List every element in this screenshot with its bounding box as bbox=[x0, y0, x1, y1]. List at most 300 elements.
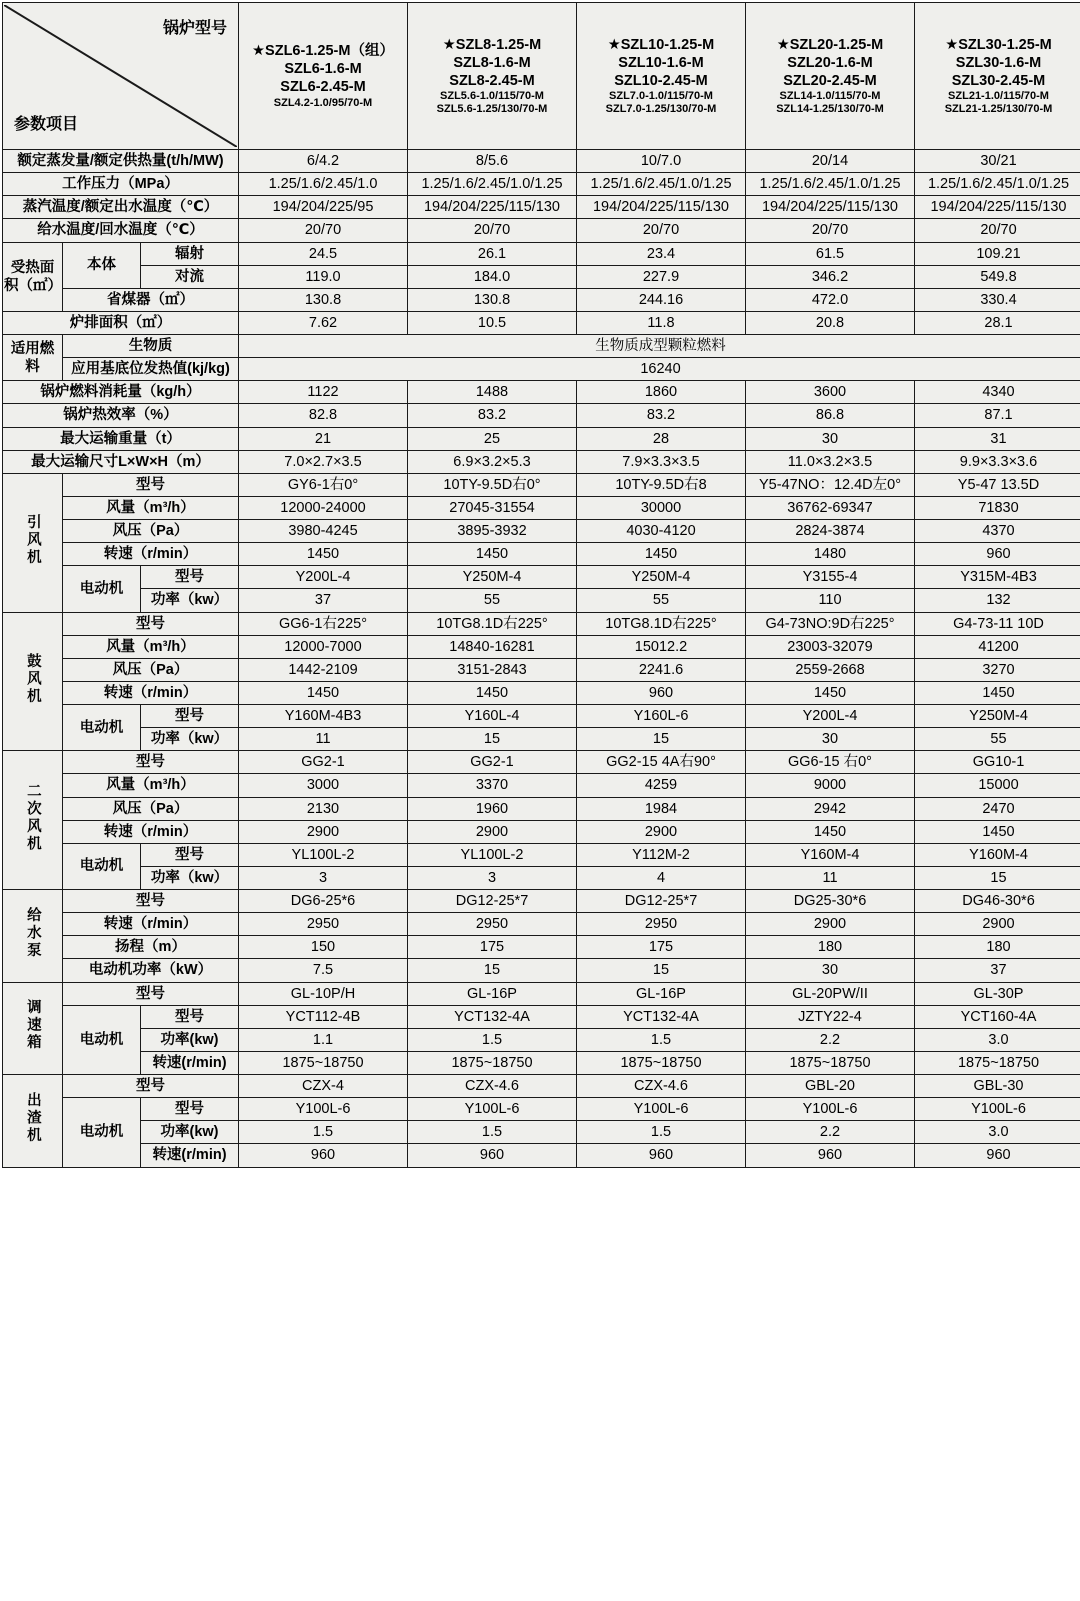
cell: 1984 bbox=[577, 797, 746, 820]
cell: 8/5.6 bbox=[408, 150, 577, 173]
cell: 41200 bbox=[915, 635, 1080, 658]
cell: 1.25/1.6/2.45/1.0/1.25 bbox=[408, 173, 577, 196]
row-label: 锅炉热效率（%） bbox=[3, 404, 239, 427]
cell: 4259 bbox=[577, 774, 746, 797]
row-label-radiation: 辐射 bbox=[141, 242, 239, 265]
row-label: 型号 bbox=[63, 982, 239, 1005]
cell: Y5-47 13.5D bbox=[915, 473, 1080, 496]
row-secondary-airflow bbox=[3, 774, 1080, 797]
model-line: SZL6-1.6-M bbox=[240, 60, 406, 78]
cell: 110 bbox=[746, 589, 915, 612]
row-label: 转速（r/min） bbox=[63, 681, 239, 704]
cell: 1450 bbox=[577, 543, 746, 566]
model-line: SZL21-1.0/115/70-M bbox=[916, 90, 1080, 103]
cell: 20/70 bbox=[915, 219, 1080, 242]
cell: 1960 bbox=[408, 797, 577, 820]
row-secondary-pressure bbox=[3, 797, 1080, 820]
row-pump-head bbox=[3, 936, 1080, 959]
cell: 15 bbox=[577, 959, 746, 982]
cell: G4-73NO:9D右225° bbox=[746, 612, 915, 635]
column-header-2 bbox=[408, 3, 577, 150]
cell: 227.9 bbox=[577, 265, 746, 288]
row-label: 功率(kw) bbox=[141, 1121, 239, 1144]
cell: 1875~18750 bbox=[239, 1051, 408, 1074]
cell: 1122 bbox=[239, 381, 408, 404]
row-label-economizer: 省煤器（㎡） bbox=[63, 288, 239, 311]
model-line: SZL14-1.0/115/70-M bbox=[747, 90, 913, 103]
cell: 15 bbox=[408, 728, 577, 751]
row-label: 给水温度/回水温度（℃） bbox=[3, 219, 239, 242]
model-line: SZL7.0-1.25/130/70-M bbox=[578, 103, 744, 116]
cell: Y160M-4B3 bbox=[239, 705, 408, 728]
row-label: 型号 bbox=[141, 566, 239, 589]
model-line: SZL8-2.45-M bbox=[409, 72, 575, 90]
model-line: SZL6-2.45-M bbox=[240, 78, 406, 96]
cell: 1.25/1.6/2.45/1.0 bbox=[239, 173, 408, 196]
model-line: SZL5.6-1.0/115/70-M bbox=[409, 90, 575, 103]
cell: 30 bbox=[746, 728, 915, 751]
row-secondary-model bbox=[3, 751, 1080, 774]
model-line: SZL5.6-1.25/130/70-M bbox=[409, 103, 575, 116]
cell: 15 bbox=[915, 866, 1080, 889]
row-label: 功率（kw） bbox=[141, 866, 239, 889]
cell: 4370 bbox=[915, 520, 1080, 543]
row-forced-pressure bbox=[3, 658, 1080, 681]
row-max-transport-size bbox=[3, 450, 1080, 473]
row-label: 型号 bbox=[141, 1005, 239, 1028]
group-label-speed-box bbox=[3, 982, 63, 1075]
row-work-pressure bbox=[3, 173, 1080, 196]
boiler-spec-table bbox=[2, 2, 1080, 1168]
cell: 1488 bbox=[408, 381, 577, 404]
cell: 14840-16281 bbox=[408, 635, 577, 658]
cell: 2950 bbox=[239, 913, 408, 936]
cell: 12000-24000 bbox=[239, 496, 408, 519]
cell: CZX-4.6 bbox=[577, 1075, 746, 1098]
model-line: ★SZL10-1.25-M bbox=[578, 36, 744, 54]
cell: 1450 bbox=[239, 543, 408, 566]
model-line: SZL10-2.45-M bbox=[578, 72, 744, 90]
cell: G4-73-11 10D bbox=[915, 612, 1080, 635]
row-induced-motor-model bbox=[3, 566, 1080, 589]
row-label: 炉排面积（㎡） bbox=[3, 311, 239, 334]
row-fuel-consumption bbox=[3, 381, 1080, 404]
cell: 10TY-9.5D右0° bbox=[408, 473, 577, 496]
row-speedbox-model bbox=[3, 982, 1080, 1005]
cell: 10/7.0 bbox=[577, 150, 746, 173]
cell: 86.8 bbox=[746, 404, 915, 427]
group-label-feedwater-pump bbox=[3, 890, 63, 983]
corner-label-parameter: 参数项目 bbox=[14, 115, 78, 135]
cell: 194/204/225/115/130 bbox=[577, 196, 746, 219]
column-header-4 bbox=[746, 3, 915, 150]
row-label: 工作压力（MPa） bbox=[3, 173, 239, 196]
cell: 130.8 bbox=[408, 288, 577, 311]
row-grate-area bbox=[3, 311, 1080, 334]
cell: 1450 bbox=[408, 543, 577, 566]
cell: 960 bbox=[746, 1144, 915, 1167]
cell: 1.25/1.6/2.45/1.0/1.25 bbox=[915, 173, 1080, 196]
corner-label-model: 锅炉型号 bbox=[163, 19, 227, 39]
cell: 2.2 bbox=[746, 1121, 915, 1144]
model-line: SZL20-2.45-M bbox=[747, 72, 913, 90]
cell: Y100L-6 bbox=[408, 1098, 577, 1121]
row-fuel-lhv bbox=[3, 358, 1080, 381]
cell: 20.8 bbox=[746, 311, 915, 334]
cell: JZTY22-4 bbox=[746, 1005, 915, 1028]
group-label-text: 调速箱 bbox=[24, 999, 41, 1052]
cell: 55 bbox=[577, 589, 746, 612]
cell: 1450 bbox=[239, 681, 408, 704]
cell: 132 bbox=[915, 589, 1080, 612]
cell: 472.0 bbox=[746, 288, 915, 311]
cell: 2900 bbox=[746, 913, 915, 936]
cell: 3 bbox=[239, 866, 408, 889]
cell: 12000-7000 bbox=[239, 635, 408, 658]
cell: YL100L-2 bbox=[239, 843, 408, 866]
cell: Y100L-6 bbox=[746, 1098, 915, 1121]
cell: 1.1 bbox=[239, 1028, 408, 1051]
cell: 2950 bbox=[577, 913, 746, 936]
row-label: 转速（r/min） bbox=[63, 543, 239, 566]
cell: 6.9×3.2×5.3 bbox=[408, 450, 577, 473]
cell: Y5-47NO：12.4D左0° bbox=[746, 473, 915, 496]
model-line: SZL14-1.25/130/70-M bbox=[747, 103, 913, 116]
cell: 194/204/225/115/130 bbox=[408, 196, 577, 219]
cell: 7.5 bbox=[239, 959, 408, 982]
cell: 960 bbox=[577, 1144, 746, 1167]
cell: GG2-15 4A右90° bbox=[577, 751, 746, 774]
cell: YCT132-4A bbox=[408, 1005, 577, 1028]
cell: 3.0 bbox=[915, 1028, 1080, 1051]
row-label: 风量（m³/h） bbox=[63, 774, 239, 797]
row-label: 锅炉燃料消耗量（kg/h） bbox=[3, 381, 239, 404]
row-label: 风量（m³/h） bbox=[63, 496, 239, 519]
model-line: SZL8-1.6-M bbox=[409, 54, 575, 72]
row-induced-pressure bbox=[3, 520, 1080, 543]
row-pump-speed bbox=[3, 913, 1080, 936]
model-line: SZL10-1.6-M bbox=[578, 54, 744, 72]
cell: 71830 bbox=[915, 496, 1080, 519]
cell: 3980-4245 bbox=[239, 520, 408, 543]
row-pump-motor-power bbox=[3, 959, 1080, 982]
cell-lhv: 16240 bbox=[239, 358, 1080, 381]
cell: 1450 bbox=[746, 681, 915, 704]
cell: 180 bbox=[746, 936, 915, 959]
row-label: 型号 bbox=[63, 612, 239, 635]
row-label-body: 本体 bbox=[63, 242, 141, 288]
model-line: SZL30-1.6-M bbox=[916, 54, 1080, 72]
row-label-convection: 对流 bbox=[141, 265, 239, 288]
row-label-motor: 电动机 bbox=[63, 566, 141, 612]
cell: 3 bbox=[408, 866, 577, 889]
cell: 10TG8.1D右225° bbox=[408, 612, 577, 635]
cell: GL-10P/H bbox=[239, 982, 408, 1005]
row-feed-temp bbox=[3, 219, 1080, 242]
row-label: 型号 bbox=[141, 1098, 239, 1121]
cell: 11 bbox=[239, 728, 408, 751]
group-label-text: 给水泵 bbox=[24, 907, 41, 960]
row-economizer bbox=[3, 288, 1080, 311]
cell: 24.5 bbox=[239, 242, 408, 265]
cell: 3370 bbox=[408, 774, 577, 797]
cell: GG6-1右225° bbox=[239, 612, 408, 635]
model-line: SZL30-2.45-M bbox=[916, 72, 1080, 90]
cell: YCT132-4A bbox=[577, 1005, 746, 1028]
cell: 37 bbox=[915, 959, 1080, 982]
row-label: 功率(kw) bbox=[141, 1028, 239, 1051]
cell: 1.5 bbox=[577, 1028, 746, 1051]
cell: 10TG8.1D右225° bbox=[577, 612, 746, 635]
row-secondary-motor-power bbox=[3, 866, 1080, 889]
cell: 175 bbox=[577, 936, 746, 959]
cell: Y160L-6 bbox=[577, 705, 746, 728]
group-label-text: 引风机 bbox=[24, 514, 41, 567]
row-label: 型号 bbox=[141, 843, 239, 866]
row-forced-airflow bbox=[3, 635, 1080, 658]
row-label: 型号 bbox=[63, 1075, 239, 1098]
cell: Y250M-4 bbox=[915, 705, 1080, 728]
cell: 23003-32079 bbox=[746, 635, 915, 658]
cell-biomass-fuel: 生物质成型颗粒燃料 bbox=[239, 335, 1080, 358]
cell: GG2-1 bbox=[408, 751, 577, 774]
row-label: 转速（r/min） bbox=[63, 913, 239, 936]
cell: 6/4.2 bbox=[239, 150, 408, 173]
row-label: 最大运输重量（t） bbox=[3, 427, 239, 450]
cell: Y160M-4 bbox=[915, 843, 1080, 866]
cell: 20/70 bbox=[746, 219, 915, 242]
row-label: 功率（kw） bbox=[141, 589, 239, 612]
cell: 11.0×3.2×3.5 bbox=[746, 450, 915, 473]
model-line: SZL20-1.6-M bbox=[747, 54, 913, 72]
group-label-forced-fan bbox=[3, 612, 63, 751]
cell: Y315M-4B3 bbox=[915, 566, 1080, 589]
cell: 960 bbox=[915, 543, 1080, 566]
cell: 2130 bbox=[239, 797, 408, 820]
column-header-1 bbox=[239, 3, 408, 150]
cell: GBL-30 bbox=[915, 1075, 1080, 1098]
cell: 549.8 bbox=[915, 265, 1080, 288]
row-slag-motor-speed bbox=[3, 1144, 1080, 1167]
cell: 960 bbox=[408, 1144, 577, 1167]
cell: GBL-20 bbox=[746, 1075, 915, 1098]
cell: 175 bbox=[408, 936, 577, 959]
cell: 1.25/1.6/2.45/1.0/1.25 bbox=[577, 173, 746, 196]
cell: 330.4 bbox=[915, 288, 1080, 311]
column-header-5 bbox=[915, 3, 1080, 150]
cell: 20/14 bbox=[746, 150, 915, 173]
row-forced-model bbox=[3, 612, 1080, 635]
cell: 27045-31554 bbox=[408, 496, 577, 519]
row-label-heating-area bbox=[3, 242, 63, 311]
cell: 7.0×2.7×3.5 bbox=[239, 450, 408, 473]
cell: 119.0 bbox=[239, 265, 408, 288]
cell: DG12-25*7 bbox=[577, 890, 746, 913]
model-line: ★SZL8-1.25-M bbox=[409, 36, 575, 54]
table-header-row bbox=[3, 3, 1080, 150]
cell: 194/204/225/115/130 bbox=[915, 196, 1080, 219]
cell: 30 bbox=[746, 959, 915, 982]
cell: GG2-1 bbox=[239, 751, 408, 774]
row-label: 型号 bbox=[141, 705, 239, 728]
cell: 1.5 bbox=[408, 1028, 577, 1051]
row-label: 转速(r/min) bbox=[141, 1144, 239, 1167]
cell: GL-20PW/II bbox=[746, 982, 915, 1005]
row-label-motor: 电动机 bbox=[63, 1005, 141, 1074]
cell: 3.0 bbox=[915, 1121, 1080, 1144]
cell: DG12-25*7 bbox=[408, 890, 577, 913]
spec-sheet bbox=[0, 2, 1080, 1601]
cell: 9.9×3.3×3.6 bbox=[915, 450, 1080, 473]
cell: 960 bbox=[577, 681, 746, 704]
cell: 1860 bbox=[577, 381, 746, 404]
cell: 3600 bbox=[746, 381, 915, 404]
cell: 2942 bbox=[746, 797, 915, 820]
cell: 2900 bbox=[577, 820, 746, 843]
cell: 1450 bbox=[915, 820, 1080, 843]
cell: 1450 bbox=[746, 820, 915, 843]
cell: YCT112-4B bbox=[239, 1005, 408, 1028]
model-line: ★SZL20-1.25-M bbox=[747, 36, 913, 54]
row-steam-temp bbox=[3, 196, 1080, 219]
cell: 3000 bbox=[239, 774, 408, 797]
cell: 10.5 bbox=[408, 311, 577, 334]
cell: 83.2 bbox=[577, 404, 746, 427]
row-efficiency bbox=[3, 404, 1080, 427]
cell: 55 bbox=[408, 589, 577, 612]
row-label: 额定蒸发量/额定供热量(t/h/MW) bbox=[3, 150, 239, 173]
cell: 184.0 bbox=[408, 265, 577, 288]
row-label: 电动机功率（kW） bbox=[63, 959, 239, 982]
group-label-text: 二次风机 bbox=[24, 783, 41, 853]
cell: 23.4 bbox=[577, 242, 746, 265]
row-secondary-speed bbox=[3, 820, 1080, 843]
row-label-motor: 电动机 bbox=[63, 843, 141, 889]
cell: 109.21 bbox=[915, 242, 1080, 265]
corner-header bbox=[3, 3, 239, 150]
model-line: ★SZL6-1.25-M（组） bbox=[240, 42, 406, 60]
cell: 61.5 bbox=[746, 242, 915, 265]
row-label: 转速（r/min） bbox=[63, 820, 239, 843]
row-speedbox-motor-model bbox=[3, 1005, 1080, 1028]
row-induced-airflow bbox=[3, 496, 1080, 519]
row-label-motor: 电动机 bbox=[63, 705, 141, 751]
cell: Y160L-4 bbox=[408, 705, 577, 728]
cell: 346.2 bbox=[746, 265, 915, 288]
cell: CZX-4 bbox=[239, 1075, 408, 1098]
row-forced-speed bbox=[3, 681, 1080, 704]
cell: 1875~18750 bbox=[577, 1051, 746, 1074]
cell: Y250M-4 bbox=[408, 566, 577, 589]
row-label: 型号 bbox=[63, 751, 239, 774]
row-rated-output bbox=[3, 150, 1080, 173]
cell: YCT160-4A bbox=[915, 1005, 1080, 1028]
row-label: 蒸汽温度/额定出水温度（℃） bbox=[3, 196, 239, 219]
cell: Y250M-4 bbox=[577, 566, 746, 589]
cell: 4030-4120 bbox=[577, 520, 746, 543]
cell: 1450 bbox=[915, 681, 1080, 704]
cell: 3895-3932 bbox=[408, 520, 577, 543]
cell: CZX-4.6 bbox=[408, 1075, 577, 1098]
cell: 7.62 bbox=[239, 311, 408, 334]
column-header-3 bbox=[577, 3, 746, 150]
cell: 960 bbox=[915, 1144, 1080, 1167]
cell: 4340 bbox=[915, 381, 1080, 404]
cell: 30 bbox=[746, 427, 915, 450]
cell: Y100L-6 bbox=[577, 1098, 746, 1121]
cell: 55 bbox=[915, 728, 1080, 751]
cell: 130.8 bbox=[239, 288, 408, 311]
heating-area-label: 受热面积（㎡） bbox=[4, 259, 61, 295]
cell: 31 bbox=[915, 427, 1080, 450]
cell: 30/21 bbox=[915, 150, 1080, 173]
group-label-secondary-fan bbox=[3, 751, 63, 890]
cell: 1442-2109 bbox=[239, 658, 408, 681]
row-label: 风压（Pa） bbox=[63, 520, 239, 543]
row-label: 转速(r/min) bbox=[141, 1051, 239, 1074]
cell: 37 bbox=[239, 589, 408, 612]
cell: DG25-30*6 bbox=[746, 890, 915, 913]
cell: 25 bbox=[408, 427, 577, 450]
cell: 20/70 bbox=[577, 219, 746, 242]
model-line: SZL21-1.25/130/70-M bbox=[916, 103, 1080, 116]
cell: 1.5 bbox=[239, 1121, 408, 1144]
cell: 4 bbox=[577, 866, 746, 889]
cell: 2900 bbox=[408, 820, 577, 843]
cell: 960 bbox=[239, 1144, 408, 1167]
cell: GL-16P bbox=[577, 982, 746, 1005]
row-induced-motor-power bbox=[3, 589, 1080, 612]
cell: GL-16P bbox=[408, 982, 577, 1005]
cell: 244.16 bbox=[577, 288, 746, 311]
row-pump-model bbox=[3, 890, 1080, 913]
cell: 3270 bbox=[915, 658, 1080, 681]
cell: 2.2 bbox=[746, 1028, 915, 1051]
cell: 20/70 bbox=[408, 219, 577, 242]
cell: 26.1 bbox=[408, 242, 577, 265]
cell: 36762-69347 bbox=[746, 496, 915, 519]
cell: 7.9×3.3×3.5 bbox=[577, 450, 746, 473]
group-label-text: 出渣机 bbox=[24, 1092, 41, 1145]
cell: 180 bbox=[915, 936, 1080, 959]
cell: 1875~18750 bbox=[408, 1051, 577, 1074]
cell: 2241.6 bbox=[577, 658, 746, 681]
cell: 194/204/225/95 bbox=[239, 196, 408, 219]
cell: 2824-3874 bbox=[746, 520, 915, 543]
cell: 20/70 bbox=[239, 219, 408, 242]
model-line: ★SZL30-1.25-M bbox=[916, 36, 1080, 54]
cell: Y100L-6 bbox=[915, 1098, 1080, 1121]
cell: YL100L-2 bbox=[408, 843, 577, 866]
row-label-lhv: 应用基底位发热值(kj/kg) bbox=[63, 358, 239, 381]
row-label: 型号 bbox=[63, 473, 239, 496]
cell: 1.5 bbox=[577, 1121, 746, 1144]
row-heating-radiation bbox=[3, 242, 1080, 265]
row-speedbox-motor-speed bbox=[3, 1051, 1080, 1074]
cell: 11 bbox=[746, 866, 915, 889]
group-label-induced-fan bbox=[3, 473, 63, 612]
cell: GG10-1 bbox=[915, 751, 1080, 774]
model-line: SZL4.2-1.0/95/70-M bbox=[240, 97, 406, 110]
cell: 87.1 bbox=[915, 404, 1080, 427]
cell: GY6-1右0° bbox=[239, 473, 408, 496]
cell: 15012.2 bbox=[577, 635, 746, 658]
row-label-biomass: 生物质 bbox=[63, 335, 239, 358]
row-secondary-motor-model bbox=[3, 843, 1080, 866]
cell: 10TY-9.5D右8 bbox=[577, 473, 746, 496]
cell: 21 bbox=[239, 427, 408, 450]
group-label-slag-machine bbox=[3, 1075, 63, 1168]
